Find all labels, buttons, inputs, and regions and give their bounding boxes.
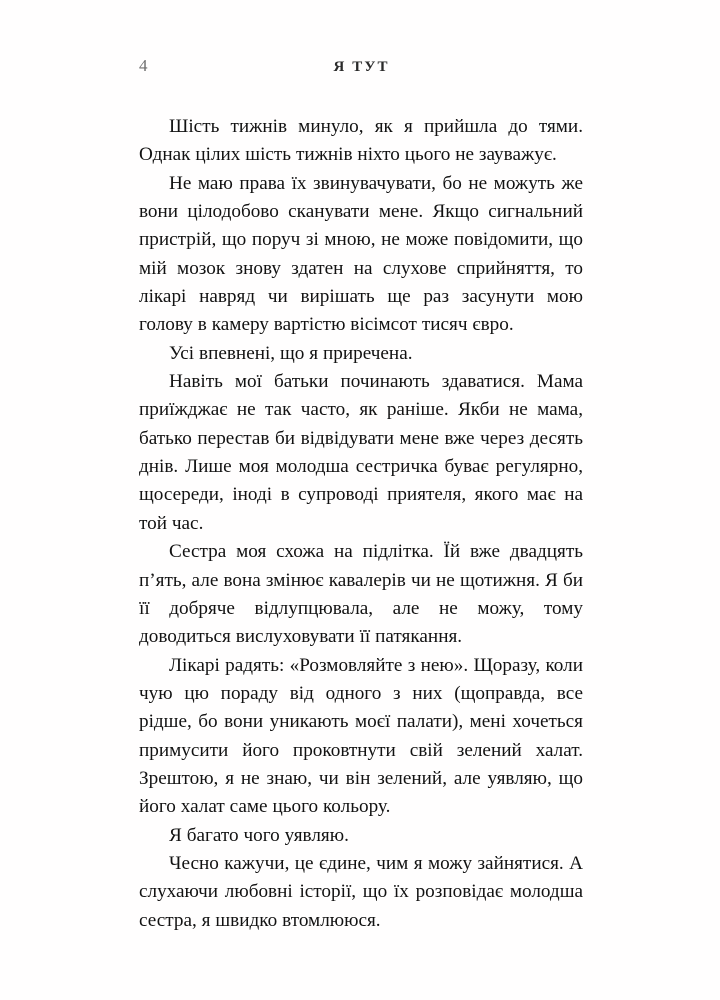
page-running-header [139, 56, 582, 82]
paragraph: Я багато чого уявляю. [169, 824, 349, 846]
paragraph: Навіть мої батьки починають здаватися. Мама приїжджає не так часто, як раніше. Якби не мама, батько перестав би відвідувати мене вже через десять днів. Лише моя молодша сестричка буває регулярно, щосереди, іноді в супроводі приятеля, якого має на той час. [139, 371, 583, 534]
paragraph: Сестра моя схожа на підлітка. Їй вже двадцять п’ять, але вона змінює кавалерів чи не щотижня. Я би її добряче відлупцювала, але не можу, тому доводиться вислуховувати її патякання. [139, 541, 583, 648]
paragraph: Чесно кажучи, це єдине, чим я можу зайнятися. А слухаючи любовні історії, що їх розповідає молодша сестра, я швидко втомлююся. [139, 852, 583, 931]
paragraph: Шість тижнів минуло, як я прийшла до тями. Однак цілих шість тижнів ніхто цього не зауважує. [139, 116, 583, 166]
paragraph: Не маю права їх звинувачувати, бо не можуть же вони цілодобово сканувати мене. Якщо сигнальний пристрій, що поруч зі мною, не може повідомити, що мій мозок знову здатен на слухове сприйняття, то лікарі навряд чи вирішать ще раз засунути мою голову в камеру вартістю вісімсот тисяч євро. [139, 172, 583, 336]
paragraph: Усі впевнені, що я приречена. [169, 342, 413, 364]
page-number: 4 [139, 56, 148, 75]
running-head-title: Я ТУТ [333, 59, 390, 75]
paragraph: Лікарі радять: «Розмовляйте з нею». Щоразу, коли чую цю пораду від одного з них (щоправда, все рідше, бо вони уникають моєї палати), мені хочеться примусити його проковтнути свій зелений халат. Зрештою, я не знаю, чи він зелений, але уявляю, що його халат саме цього кольору. [139, 654, 583, 818]
body-text-block [139, 113, 583, 935]
